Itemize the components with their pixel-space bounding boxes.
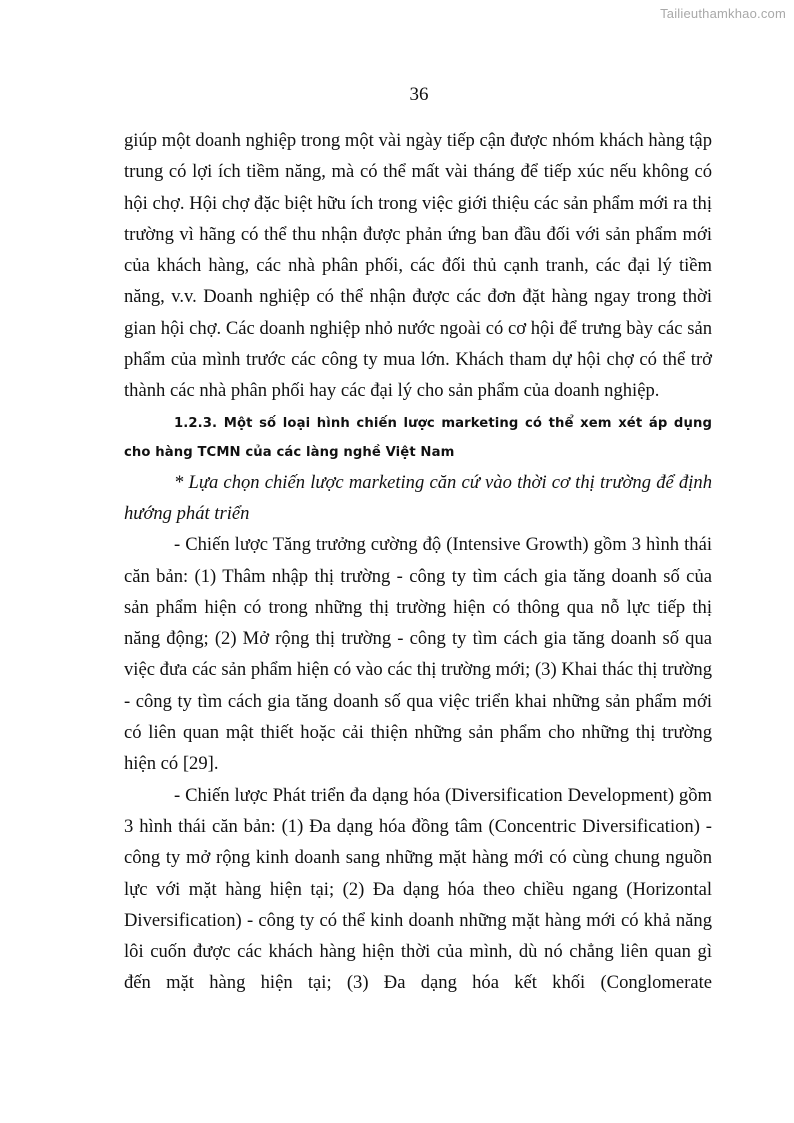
watermark: Tailieuthamkhao.com xyxy=(660,6,786,21)
document-body xyxy=(124,125,712,999)
paragraph-diversification: - Chiến lược Phát triển đa dạng hóa (Diversification Development) gồm 3 hình thái căn bản: (1) Đa dạng hóa đồng tâm (Concentric Diversification) - công ty mở rộng kinh doanh sang những mặt hàng mới có cùng chung nguồn lực với mặt hàng hiện tại; (2) Đa dạng hóa theo chiều ngang (Horizontal Diversification) - công ty có thể kinh doanh những mặt hàng mới có khả năng lôi cuốn được các khách hàng hiện thời của mình, dù nó chẳng liên quan gì đến mặt hàng hiện tại; (3) Đa dạng hóa kết khối (Conglomerate xyxy=(124,784,712,994)
paragraph-intensive-growth: - Chiến lược Tăng trưởng cường độ (Intensive Growth) gồm 3 hình thái căn bản: (1) Thâm nhập thị trường - công ty tìm cách gia tăng doanh số của sản phẩm hiện có trong những thị trường hiện có thông qua nỗ lực tiếp thị năng động; (2) Mở rộng thị trường - công ty tìm cách gia tăng doanh số qua việc đưa các sản phẩm hiện có vào các thị trường mới; (3) Khai thác thị trường - công ty tìm cách gia tăng doanh số qua việc triển khai những sản phẩm mới có liên quan mật thiết hoặc cải thiện những sản phẩm cho những thị trường hiện có [29]. xyxy=(124,534,712,775)
italic-subheading: * Lựa chọn chiến lược marketing căn cứ vào thời cơ thị trường để định hướng phát triển xyxy=(124,471,712,524)
page-number: 36 xyxy=(409,84,429,105)
section-heading-1-2-3: 1.2.3. Một số loại hình chiến lược marketing có thể xem xét áp dụng cho hàng TCMN của các làng nghề Việt Nam xyxy=(124,415,712,460)
paragraph-hoi-cho: giúp một doanh nghiệp trong một vài ngày tiếp cận được nhóm khách hàng tập trung có lợi ích tiềm năng, mà có thể mất vài tháng để tiếp xúc nếu không có hội chợ. Hội chợ đặc biệt hữu ích trong việc giới thiệu các sản phẩm mới ra thị trường vì hãng có thể thu nhận được phản ứng ban đầu đối với sản phẩm mới của khách hàng, các nhà phân phối, các đối thủ cạnh tranh, các đại lý tiềm năng, v.v. Doanh nghiệp có thể nhận được các đơn đặt hàng ngay trong thời gian hội chợ. Các doanh nghiệp nhỏ nước ngoài có cơ hội để trưng bày các sản phẩm của mình trước các công ty mua lớn. Khách tham dự hội chợ có thể trở thành các nhà phân phối hay các đại lý cho sản phẩm của doanh nghiệp. xyxy=(124,130,712,402)
